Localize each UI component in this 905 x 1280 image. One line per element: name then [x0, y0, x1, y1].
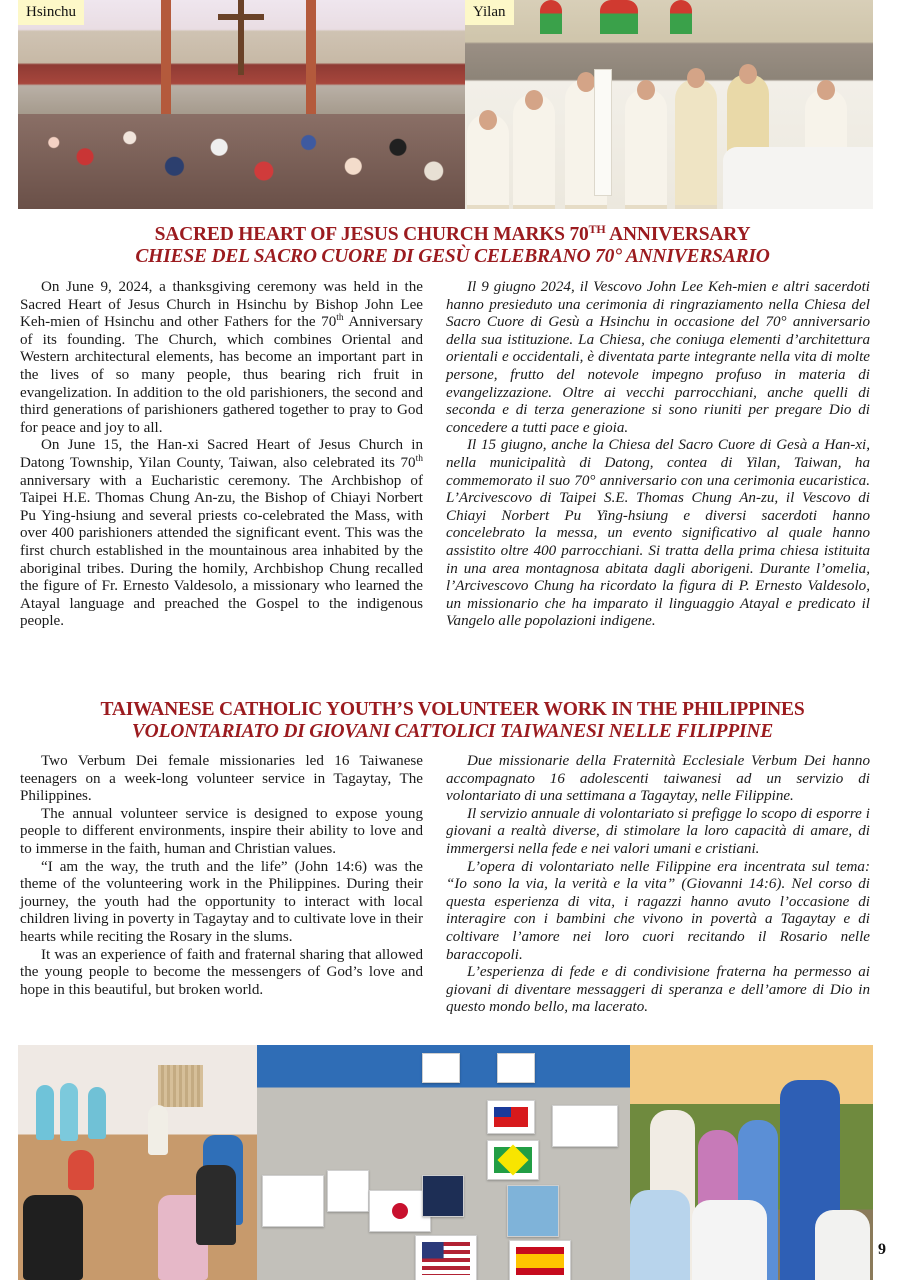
photo-label-yilan: Yilan — [465, 0, 514, 25]
head — [525, 90, 543, 110]
article1-column-it — [446, 279, 870, 631]
photo-label-hsinchu: Hsinchu — [18, 0, 84, 25]
window-curtain — [158, 1065, 203, 1107]
head — [637, 80, 655, 100]
child-figure — [196, 1165, 236, 1245]
article2-title-it: VOLONTARIATO DI GIOVANI CATTOLICI TAIWANESI NELLE FILIPPINE — [131, 721, 774, 742]
photo-volunteer-hall — [18, 1045, 257, 1280]
article2-en-paragraph: The annual volunteer service is designed to expose young people to different environments, inspire their ability to love and to immerse in the faith, human and Christian values. — [20, 805, 423, 857]
photo-sign — [497, 1053, 535, 1083]
photo-sign — [422, 1175, 464, 1217]
article1-en-paragraph: On June 15, the Han-xi Sacred Heart of Jesus Church in Datong Township, Yilan County, Taiwan, also celebrated its 70th anniversary with a Eucharistic ceremony. The Archbishop of Taipei H.E. Thomas Chung An-zu, the Bishop of Chiayi Norbert Pu Ying-hsiung and several priests co-celebrated the Mass, with over 400 parishioners attended the significant event. This was the first church established in the mountainous area inhabited by the aboriginal tribes. During the homily, Archbishop Chung recalled the figure of Fr. Ernesto Valdesolo, a missionary who learned the Atayal language and preached the Gospel to the indigenous people. — [20, 437, 423, 630]
head — [739, 64, 757, 84]
article2-it-paragraph: L’esperienza di fede e di condivisione fraterna ha permesso ai giovani di diventare messaggeri di speranza e dell’amore di Dio in questo mondo bello, ma lacerato. — [446, 964, 870, 1016]
vested-figure — [675, 79, 717, 209]
article2-en-paragraph: “I am the way, the truth and the life” (John 14:6) was the theme of the volunteering work in the Philippines. During their journey, the youth had the opportunity to interact with local children living in poverty in Tagaytay and to cultivate love in their hearts while reciting the Rosary in the slums. — [20, 858, 423, 945]
flag-sign-spain — [509, 1240, 571, 1280]
church-pillar — [306, 0, 316, 120]
child-figure — [148, 1105, 168, 1155]
volunteer-figure — [60, 1083, 78, 1141]
child-figure — [68, 1150, 94, 1190]
article1-title-it: CHIESE DEL SACRO CUORE DI GESÙ CELEBRANO 70° ANNIVERSARIO — [135, 246, 770, 267]
spain-flag-icon — [516, 1247, 564, 1275]
article1-headline — [0, 224, 905, 268]
bottom-photo-strip — [18, 1045, 873, 1280]
article2-column-it — [446, 753, 870, 1017]
crucifix-icon — [238, 0, 244, 75]
article2-column-en — [20, 753, 423, 999]
child-figure — [23, 1195, 83, 1280]
flag-sign-brazil — [487, 1140, 539, 1180]
stained-glass-window — [670, 0, 692, 34]
article2-it-paragraph: Il servizio annuale di volontariato si prefigge lo scopo di esporre i giovani a realtà diverse, di stimolare la loro capacità di amare, di immergersi nella fede e nei valori umani e cristiani. — [446, 805, 870, 857]
flag-sign-taiwan — [487, 1100, 535, 1134]
crucifix-crossbar — [218, 14, 264, 20]
japan-flag-icon — [392, 1203, 408, 1219]
person-figure — [630, 1190, 690, 1280]
vested-figure — [625, 89, 667, 209]
volunteer-figure — [88, 1087, 106, 1139]
article2-it-paragraph: Due missionarie della Fraternità Ecclesiale Verbum Dei hanno accompagnato 16 adolescenti taiwanesi ad un servizio di volontariato di una settimana a Tagaytay, nelle Filippine. — [446, 753, 870, 805]
photo-sign — [327, 1170, 369, 1212]
article2-it-paragraph: L’opera di volontariato nelle Filippine era incentrata sul tema: “Io sono la via, la verità e la vita” (Giovanni 14:6). Nel corso di questa esperienza di vita, i ragazzi hanno avuto l’occasione di interagire con i bambini che vivono in povertà a Tagaytay e di coltivare l’amore nei loro cuori recitando il Rosario nelle baraccopoli. — [446, 858, 870, 963]
photo-yilan — [465, 0, 873, 209]
flag-sign-usa — [415, 1235, 477, 1280]
brazil-flag-icon — [494, 1147, 532, 1173]
photo-children-flags — [257, 1045, 630, 1280]
map-sign-brazil — [552, 1105, 618, 1147]
stained-glass-window — [600, 0, 638, 34]
crowd — [18, 114, 465, 209]
photo-sunset-group — [630, 1045, 873, 1280]
article1-title-en: SACRED HEART OF JESUS CHURCH MARKS 70TH ANNIVERSARY — [154, 222, 751, 245]
article1-it-paragraph: Il 9 giugno 2024, il Vescovo John Lee Keh-mien e altri sacerdoti hanno presieduto una cerimonia di ringraziamento nella Chiesa del Sacro Cuore di Gesù a Hsinchu in occasione del 70° anniversario della sua istituzione. La Chiesa, che coniuga elementi d’architettura orientali e occidentali, è diventata parte integrante nella vita di molte persone, frutto del notevole impegno profuso in materia di evangelizzazione. Oltre ai vecchi parrocchiani, anche quelli di seconda e di terza generazione si sono riuniti per pregare Dio di concedere a tutti pace e gioia. — [446, 279, 870, 436]
photo-sign — [422, 1053, 460, 1083]
top-photo-strip — [18, 0, 873, 209]
volunteer-figure — [36, 1085, 54, 1140]
photo-hsinchu — [18, 0, 465, 209]
usa-flag-icon — [422, 1242, 470, 1275]
article1-en-paragraph: On June 9, 2024, a thanksgiving ceremony was held in the Sacred Heart of Jesus Church in Hsinchu by Bishop John Lee Keh-mien of Hsinchu and other Fathers for the 70th Anniversary of its founding. The Church, which combines Oriental and Western architectural elements, has become an important part in the lives of so many people, thus bearing rich fruit in evangelization. In addition to the old parishioners, the second and third generations of parishioners gathered together to pray to God for peace and joy to all. — [20, 279, 424, 436]
paschal-candle — [595, 70, 611, 195]
article2-en-paragraph: Two Verbum Dei female missionaries led 16 Taiwanese teenagers on a week-long volunteer service in Tagaytay, The Philippines. — [20, 753, 423, 805]
photo-sign — [507, 1185, 559, 1237]
taiwan-flag-icon — [494, 1107, 528, 1127]
head — [817, 80, 835, 100]
page-number: 9 — [878, 1241, 886, 1258]
head — [687, 68, 705, 88]
head — [479, 110, 497, 130]
head — [577, 72, 595, 92]
church-pillar — [161, 0, 171, 120]
stained-glass-window — [540, 0, 562, 34]
article1-column-en — [20, 279, 423, 631]
vested-figure — [513, 94, 555, 209]
person-figure — [692, 1200, 767, 1280]
article2-en-paragraph: It was an experience of faith and fraternal sharing that allowed the young people to become the messengers of God’s love and hope in this beautiful, but broken world. — [20, 946, 423, 998]
article2-title-en: TAIWANESE CATHOLIC YOUTH’S VOLUNTEER WORK IN THE PHILIPPINES — [100, 699, 805, 720]
photo-sign — [262, 1175, 324, 1227]
altar — [723, 147, 873, 209]
article1-it-paragraph: Il 15 giugno, anche la Chiesa del Sacro Cuore di Gesà a Han-xi, nella municipalità di Datong, contea di Yilan, Taiwan, ha commemorato il suo 70° anniversario con una cerimonia eucaristica. L’Arcivescovo di Taipei S.E. Thomas Chung An-zu, il Vescovo di Chiayi Norbert Pu Ying-hsiung e diversi sacerdoti hanno concelebrato la messa, un evento significativo al quale hanno assistito oltre 400 parrocchiani. Si tratta della prima chiesa istituita in una area montagnosa abitata dagli aborigeni. Durante l’omelia, l’Arcivescovo Chung ha ricordato la figura di P. Ernesto Valdesolo, un missionario che ha imparato il linguaggio Atayal e predicato il Vangelo alle popolazioni indigene. — [446, 437, 870, 630]
article2-headline — [0, 699, 905, 743]
person-figure — [815, 1210, 870, 1280]
